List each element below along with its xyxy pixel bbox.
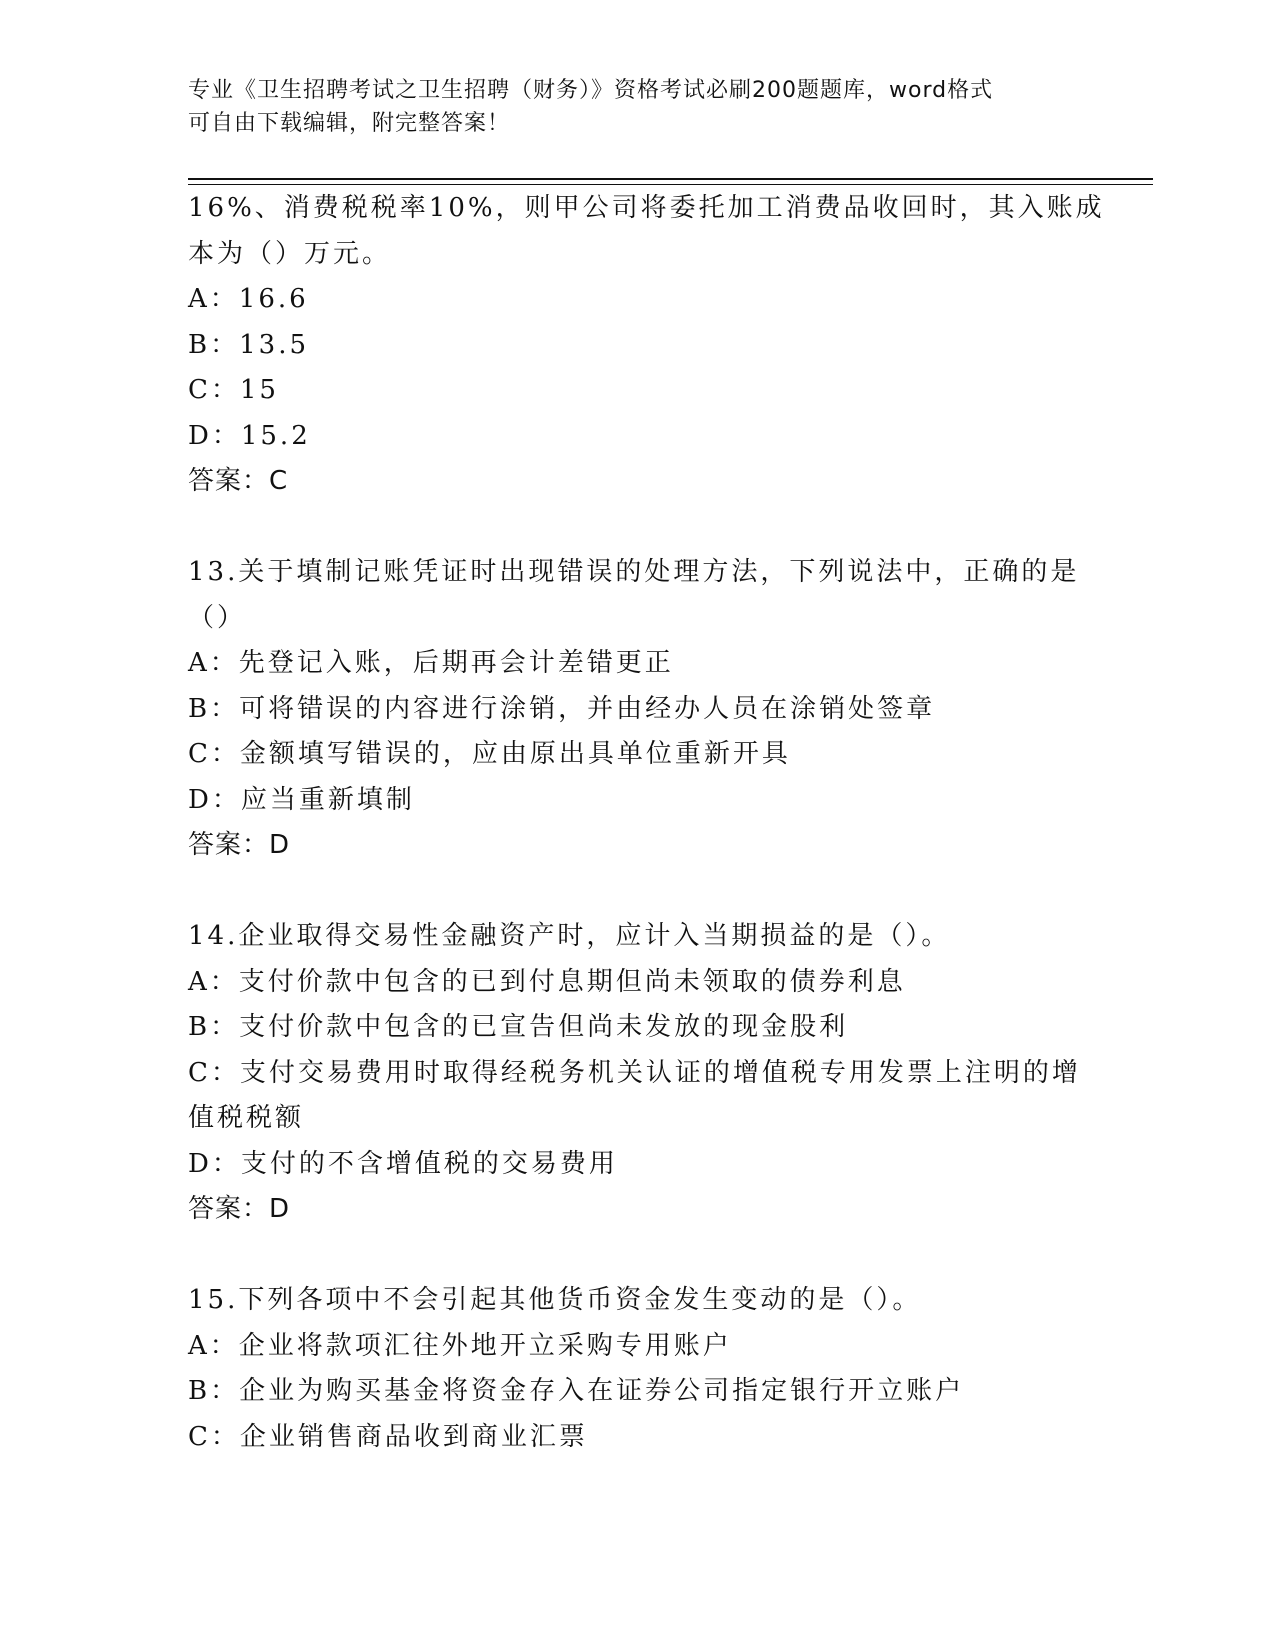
question-stem: 13.关于填制记账凭证时出现错误的处理方法，下列说法中，正确的是 [188,557,1080,587]
spacer [188,869,1088,915]
answer-label: 答案：D [188,1194,291,1224]
option-b: B：13.5 [188,329,309,360]
question-list [188,186,1105,1460]
question-stem: 14.企业取得交易性金融资产时，应计入当期损益的是（）。 [188,921,951,951]
option-c: C：支付交易费用时取得经税务机关认证的增值税专用发票上注明的增 [188,1057,1081,1088]
question-12 [188,186,1105,505]
option-d: D：支付的不含增值税的交易费用 [188,1148,618,1179]
question-14 [188,914,1088,1233]
option-c: C：企业销售商品收到商业汇票 [188,1421,588,1452]
header-line-2: 可自由下载编辑，附完整答案！ [188,111,511,136]
option-b: B：支付价款中包含的已宣告但尚未发放的现金股利 [188,1012,849,1042]
question-15 [188,1278,1088,1460]
option-a: A：16.6 [188,284,309,314]
spacer [188,505,1088,551]
option-a: A：支付价款中包含的已到付息期但尚未领取的债券利息 [188,966,906,997]
header-divider-thick [188,178,1153,180]
question-stem: 15.下列各项中不会引起其他货币资金发生变动的是（）。 [188,1285,922,1315]
spacer [188,1233,1088,1279]
option-c: C：金额填写错误的，应由原出具单位重新开具 [188,739,791,769]
option-a: A：企业将款项汇往外地开立采购专用账户 [188,1330,732,1361]
option-d: D：应当重新填制 [188,784,415,815]
option-b: B：可将错误的内容进行涂销，并由经办人员在涂销处签章 [188,693,936,724]
question-stem: 本为（）万元。 [188,238,392,269]
option-a: A：先登记入账，后期再会计差错更正 [188,648,674,678]
header-divider-thin [188,184,1153,185]
question-13 [188,550,1088,869]
header-line-1: 专业《卫生招聘考试之卫生招聘（财务）》资格考试必刷200题题库，word格式 [188,78,994,103]
question-stem: （） [188,602,247,633]
option-c: C：15 [188,375,279,405]
answer-label: 答案：C [188,466,289,496]
answer-label: 答案：D [188,830,291,860]
option-d: D：15.2 [188,420,311,451]
option-b: B：企业为购买基金将资金存入在证券公司指定银行开立账户 [188,1376,965,1406]
question-stem: 16%、消费税税率10%，则甲公司将委托加工消费品收回时，其入账成 [188,193,1105,223]
document-header [188,74,1068,140]
option-c-continued: 值税税额 [188,1103,305,1133]
